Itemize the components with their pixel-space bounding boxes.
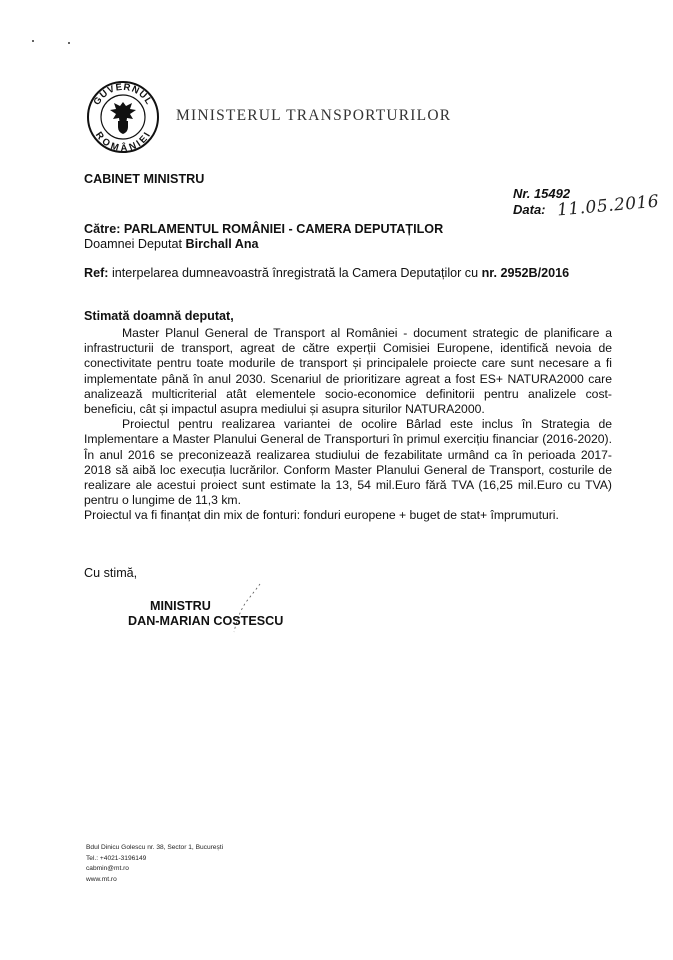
signature-mark [220,580,270,640]
recipient-institution: PARLAMENTUL ROMÂNIEI - CAMERA DEPUTAȚILOR [123,222,444,236]
recipient-line [84,222,443,236]
reference-text: interpelarea dumneavoastră înregistrată la Camera Deputaților cu [108,266,482,280]
seal-top-text: GUVERNUL [91,81,155,108]
addressee-name: Birchall Ana [185,237,259,251]
closing-line: Cu stimă, [84,566,138,580]
reference-label: Ref: [84,266,109,280]
body-paragraph: Master Planul General de Transport al României - document strategic de planificare a infrastructurii de transport, agreat de către experții Comisiei Europene, identifică nevoia de conectivitate pentru toate modurile de transport și principalele proiecte care sunt necesare a fi implementate până în anul 2030. Scenariul de prioritizare agreat a fost ES+ NATURA2000 care analizează multicriterial atât elementele socio-economice definitorii pentru analizele cost-beneficiu, cât și impactul asupra mediului și asupra siturilor NATURA2000. [84,326,612,417]
recipient-label: Către: [84,222,121,236]
footer-address: Bdul Dinicu Golescu nr. 38, Sector 1, București [86,844,224,851]
addressee-prefix: Doamnei Deputat [84,237,186,251]
cabinet-heading: CABINET MINISTRU [84,172,205,186]
scan-speck [68,42,70,44]
romanian-coat-of-arms-icon [86,80,160,154]
letter-body [84,326,612,524]
salutation: Stimată doamnă deputat, [84,309,234,323]
signatory-name: DAN-MARIAN COSTESCU [128,614,284,628]
body-paragraph: Proiectul pentru realizarea variantei de ocolire Bârlad este inclus în Strategia de Implementare a Master Planului General de Transporturi în primul exercițiu financiar (2016-2020). În anul 2016 se preconizează realizarea studiului de fezabilitate urmând ca în perioada 2017-2018 să aibă loc execuția lucrărilor. Conform Master Planului General de Transport, costurile de realizare ale acestui proiect sunt estimate la 13, 54 mil.Euro fără TVA (16,25 mil.Euro cu TVA) pentru o lungime de 11,3 km. [84,417,612,508]
footer-email: cabmin@mt.ro [86,865,129,873]
addressee-line [84,237,259,251]
reference-line [84,266,569,280]
registration-number: Nr. 15492 [513,186,571,201]
registration-date-handwritten: 11.05.2016 [556,191,661,221]
reference-number: nr. 2952B/2016 [481,266,570,280]
footer-phone: Tel.: +4021-3196149 [86,854,147,862]
signatory-title: MINISTRU [150,599,211,613]
scan-speck [32,40,34,42]
body-paragraph: Proiectul va fi finanțat din mix de fonturi: fonduri europene + buget de stat+ împrumuturi. [84,508,559,523]
ministry-name: MINISTERUL TRANSPORTURILOR [176,107,452,124]
government-seal [86,80,160,154]
footer-contact [86,843,223,885]
seal-bottom-text: ROMÂNIEI [92,130,154,154]
registration-date-label: Data: [513,202,546,217]
footer-website: www.mt.ro [86,875,117,883]
scan-specks [28,36,78,46]
